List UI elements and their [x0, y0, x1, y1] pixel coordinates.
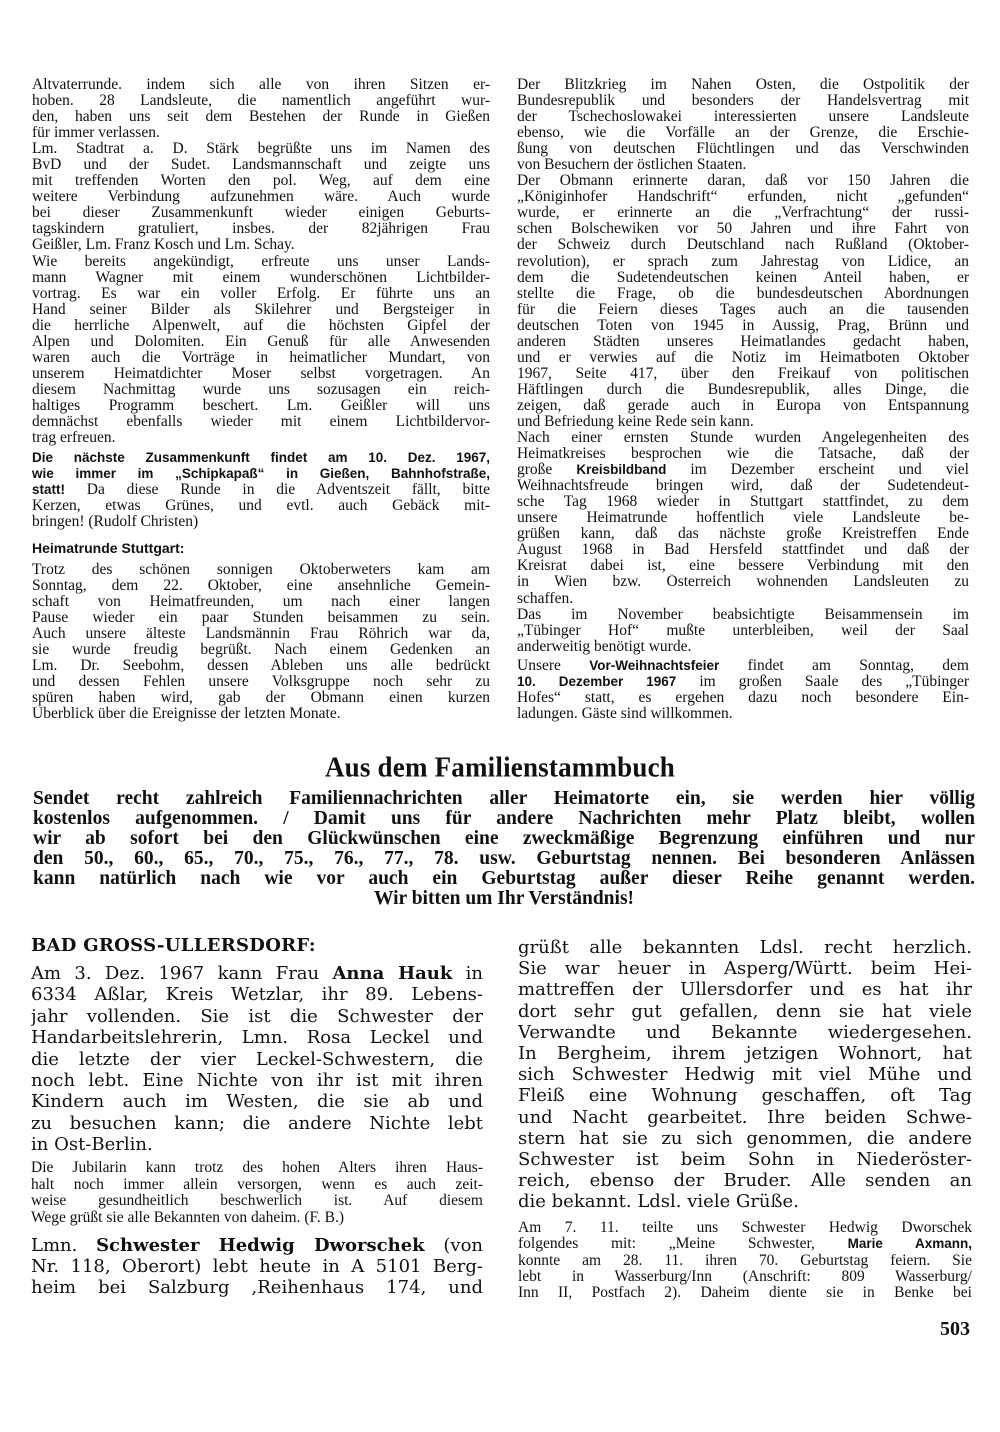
text-line: weitere Verbindung aufzunehmen wäre. Auch wurde — [32, 189, 490, 206]
text-line: jahr vollenden. Sie ist die Schwester der — [31, 1005, 483, 1027]
bold-text: Kreisbildband — [576, 462, 667, 478]
text-line: ebenso, wie die Vorfälle an der Grenze, die Erschie- — [517, 125, 969, 142]
text-line: kostenlos aufgenommen. / Damit uns für andere Nachrichten mehr Platz bleibt, wollen — [33, 809, 975, 829]
text-line: „Tübinger Hof“ mußte unterbleiben, weil der Saal — [517, 622, 969, 639]
text-line: 10. Dezember 1967 im großen Saale des „Tübinger — [517, 674, 969, 691]
text-line: anderen Städten unseres Heimatlandes gedacht haben, — [517, 333, 969, 350]
text-line: Das im November beabsichtigte Beisammensein im — [517, 606, 969, 623]
text-line: die herrliche Alpenwelt, auf die höchsten Gipfel der — [32, 317, 490, 334]
christmas-notice — [517, 658, 969, 722]
text-line: hoben. 28 Landsleute, die namentlich angeführt wur- — [32, 93, 490, 110]
text-line: in Wien bzw. Österreich wohnenden Landsleuten zu — [517, 574, 969, 591]
text-line: Kreisrat dabei ist, eine bessere Verbindung mit den — [517, 558, 969, 575]
text-line: Der Blitzkrieg im Nahen Osten, die Ostpolitik der — [517, 77, 969, 93]
text-line: zeigen, daß gerade auch in Europa von Entspannung — [517, 397, 969, 414]
text-line: Häftlingen durch die Bundesrepublik, alles Dinge, die — [517, 381, 969, 398]
text-line: mattreffen der Ullersdorfer und es hat ihr — [518, 979, 972, 1001]
text-line: trag erfreuen. — [32, 430, 116, 447]
text-line: für immer verlassen. — [32, 125, 160, 142]
text-line: sche Tag 1968 wieder in Stuttgart stattfindet, zu dem — [517, 494, 969, 511]
bold-text: Anna Hauk — [332, 963, 453, 984]
text-line: revolution), er sprach zum Jahrestag von Lidice, an — [517, 253, 969, 270]
text-line: 6334 Aßlar, Kreis Wetzlar, ihr 89. Lebens- — [31, 984, 483, 1006]
text-line: und er verwies auf die Notiz im Heimatboten Oktober — [517, 349, 969, 366]
text-line: Hofes“ statt, es ergehen dazu noch besondere Ein- — [517, 690, 969, 707]
text-line: unsere Heimatrunde hoffentlich viele Landsleute be- — [517, 510, 969, 527]
text-line: grüßen kann, daß das nächste große Kreistreffen Ende — [517, 526, 969, 543]
text-line: weise gesundheitlich beschwerlich ist. Auf diesem — [31, 1193, 483, 1210]
text-line: waren auch die Vorträge in heimatlicher Mundart, von — [32, 349, 490, 366]
text-line: die bekannt. Ldsl. viele Grüße. — [518, 1191, 799, 1213]
text-line: Hand seiner Bilder als Skilehrer und Bergsteiger in — [32, 301, 490, 318]
text-line: ßung von deutschen Flüchtlingen und das Verschwinden — [517, 141, 969, 158]
text-line: wurde, er erinnerte an die „Verfrachtung“ der russi- — [517, 205, 969, 222]
text-line: Weihnachtsfreude bringen wird, daß der Sudetendeut- — [517, 478, 969, 495]
bold-text: Schwester Hedwig Dworschek — [96, 1235, 425, 1256]
text-line: der Schweiz durch Deutschland nach Rußland (Oktober- — [517, 237, 969, 254]
text-line: Schwester ist beim Sohn in Niederöster- — [518, 1148, 972, 1170]
text-line: der Tschechoslowakei interessierten unsere Landsleute — [517, 109, 969, 126]
text-line: Überblick über die Ereignisse der letzten Monate. — [32, 706, 341, 723]
text-line: Fleiß eine Wohnung geschaffen, oft Tag — [518, 1085, 972, 1107]
text-line: Unsere Vor-Weihnachtsfeier findet am Sonntag, dem — [517, 658, 969, 674]
section-title: Aus dem Familienstammbuch — [324, 751, 675, 783]
text-line: spüren haben wird, gab der Obmann einen kurzen — [32, 690, 490, 707]
bold-text: Die nächste Zusammenkunft findet am 10. Dez. 1967, — [32, 450, 490, 465]
text-line: Am 7. 11. teilte uns Schwester Hedwig Dworschek — [518, 1220, 972, 1236]
text-line: statt! Da diese Runde in die Adventszeit fällt, bitte — [32, 482, 490, 499]
text-line: schaffen. — [517, 590, 574, 607]
text-line: Wege grüßt sie alle Bekannten von daheim. (F. B.) — [31, 1210, 345, 1227]
text-line: August 1968 in Bad Hersfeld stattfindet und daß der — [517, 542, 969, 559]
text-line: Altvaterrunde. indem sich alle von ihren Sitzen er- — [32, 77, 490, 93]
text-line: Nach einer ernsten Stunde wurden Angelegenheiten des — [517, 430, 969, 447]
text-line: den 50., 60., 65., 70., 75., 76., 77., 78. usw. Geburtstag nennen. Bei besonderen Anlässen — [33, 849, 975, 869]
text-line: Pause wieder ein paar Stunden beisammen zu sein. — [32, 610, 490, 627]
text-line: Sie war heuer in Asperg/Württ. beim Hei- — [518, 958, 972, 980]
text-line: stern hat sie zu sich genommen, die andere — [518, 1127, 972, 1149]
text-line: lebt in Wasserburg/Inn (Anschrift: 809 Wasserburg/ — [518, 1268, 972, 1285]
text-line: Der Obmann erinnerte daran, daß vor 150 Jahren die — [517, 173, 969, 190]
birthday-note — [31, 1160, 483, 1227]
family-entry — [31, 1235, 483, 1298]
text-line: sie wurde freudig begrüßt. Nach einem Gedenken an — [32, 642, 490, 659]
text-line: Auch unsere älteste Landsmännin Frau Röhrich war da, — [32, 626, 490, 643]
text-line: Bundesrepublik und besonders der Handelsvertrag mit — [517, 93, 969, 110]
bold-text: 10. Dezember 1967 — [517, 674, 677, 690]
text-line: die letzte der vier Leckel-Schwestern, die — [31, 1048, 483, 1070]
text-line: noch lebt. Eine Nichte von ihr ist mit ihren — [31, 1069, 483, 1091]
text-line: demnächst ebenfalls wieder mit einem Lichtbildervor- — [32, 413, 490, 430]
text-line: Wie bereits angekündigt, erfreute uns unser Lands- — [32, 253, 490, 270]
text-line: in Ost-Berlin. — [31, 1134, 153, 1156]
bold-text: wie immer im „Schipkapaß“ in Gießen, Bahnhofstraße, — [32, 466, 490, 482]
text-line: haltiges Programm beschert. Lm. Geißler will uns — [32, 397, 490, 414]
text-line: stellte die Frage, ob die bundesdeutschen Abordnungen — [517, 285, 969, 302]
place-heading: BAD GROSS-ULLERSDORF: — [31, 935, 316, 956]
text-line: für die Feiern dieses Tages auch an die tausenden — [517, 301, 969, 318]
section-heading-stuttgart: Heimatrunde Stuttgart: — [32, 540, 185, 556]
text-line — [32, 450, 490, 466]
text-line: und Nacht gearbeitet. Ihre beiden Schwe- — [518, 1106, 972, 1128]
text-line: Wir bitten um Ihr Verständnis! — [373, 889, 635, 909]
article-text — [517, 77, 969, 655]
text-line: wir ab sofort bei den Glückwünschen eine zweckmäßige Begrenzung einführen und nur — [33, 829, 975, 849]
text-line: Sonntag, dem 22. Oktober, eine ansehnliche Gemein- — [32, 578, 490, 595]
text-line: Lmn. Schwester Hedwig Dworschek (von — [31, 1235, 483, 1256]
text-line: Lm. Stadtrat a. D. Stärk begrüßte uns im Namen des — [32, 141, 490, 158]
text-line: mann Wagner mit einem wunderschönen Lichtbilder- — [32, 269, 490, 286]
text-line: halt noch immer allein versorgen, wenn es auch zeit- — [31, 1176, 483, 1193]
text-line: schaft von Heimatfreunden, um nach einer langen — [32, 594, 490, 611]
text-line: dem die Sudetendeutschen keinen Anteil haben, er — [517, 269, 969, 286]
text-line: Lm. Dr. Seebohm, dessen Ableben uns alle bedrückt — [32, 658, 490, 675]
family-entry-continued — [518, 937, 972, 1212]
text-line: konnte am 28. 11. ihren 70. Geburtstag feiern. Sie — [518, 1252, 972, 1269]
text-line: den, haben uns seit dem Bestehen der Runde in Gießen — [32, 109, 490, 126]
text-line: Trotz des schönen sonnigen Oktoberweters kam am — [32, 562, 490, 578]
text-line: und Befriedung keine Rede sein kann. — [517, 413, 754, 430]
text-line: Kerzen, etwas Grünes, und evtl. auch Gebäck mit- — [32, 498, 490, 515]
bold-text: Marie Axmann, — [847, 1236, 972, 1252]
page-number: 503 — [940, 1318, 970, 1340]
text-line: BvD und der Sudet. Landsmannschaft und zeigte uns — [32, 157, 490, 174]
text-line: zu besuchen kann; die andere Nichte lebt — [31, 1112, 483, 1134]
bold-text: statt! — [32, 482, 65, 498]
text-line: Sendet recht zahlreich Familiennachrichten aller Heimatorte ein, sie werden hier völlig — [33, 789, 975, 809]
text-line: diesem Nachmittag wurde uns sozusagen ein reich- — [32, 381, 490, 398]
birthday-note — [518, 1220, 972, 1301]
text-line: Geißler, Lm. Franz Kosch und Lm. Schay. — [32, 237, 295, 254]
text-line: tagskindern gratuliert, insbes. der 82jährigen Frau — [32, 221, 490, 238]
text-line: anderweitig benötigt wurde. — [517, 638, 692, 655]
text-line: Verwandte und Bekannte wiedergesehen. — [518, 1021, 972, 1043]
text-line: deutschen Toten von 1945 in Aussig, Prag, Brünn und — [517, 317, 969, 334]
text-line: Am 3. Dez. 1967 kann Frau Anna Hauk in — [31, 963, 483, 984]
text-line: schen Bolschewiken vor 50 Jahren und ihre Fahrt von — [517, 221, 969, 238]
text-line: dort sehr gut gefallen, denn sie hat viele — [518, 1000, 972, 1022]
text-line: Inn II, Postfach 2). Daheim diente sie in Benke bei — [518, 1285, 972, 1302]
text-line: folgendes mit: „Meine Schwester, Marie Axmann, — [518, 1236, 972, 1253]
text-line: bringen! (Rudolf Christen) — [32, 514, 199, 531]
text-line — [32, 466, 490, 482]
section-intro — [33, 789, 975, 909]
text-line: von Besuchern der östlichen Staaten. — [517, 157, 747, 174]
bold-text: Vor-Weihnachtsfeier — [589, 658, 720, 673]
text-line: reich, ebenso der Bruder. Alle senden an — [518, 1170, 972, 1192]
text-line: heim bei Salzburg ,Reihenhaus 174, und — [31, 1277, 483, 1298]
meeting-notice — [32, 450, 490, 530]
text-line: Kindern auch im Westen, die sie ab und — [31, 1091, 483, 1113]
text-line: mit treffenden Worten den pol. Weg, auf dem eine — [32, 173, 490, 190]
text-line: Nr. 118, Oberort) lebt heute in A 5101 Berg- — [31, 1256, 483, 1277]
text-line: kann natürlich nach wie vor auch ein Geburtstag außer dieser Reihe genannt werden. — [33, 869, 975, 889]
text-line: In Bergheim, ihrem jetzigen Wohnort, hat — [518, 1042, 972, 1064]
article-text — [32, 562, 490, 722]
text-line: Heimatkreises besprochen wie die Tatsache, daß der — [517, 446, 969, 463]
text-line: Alpen und Dolomiten. Ein Genuß für alle Anwesenden — [32, 333, 490, 350]
birthday-entry — [31, 963, 483, 1156]
text-line: grüßt alle bekannten Ldsl. recht herzlich. — [518, 937, 972, 958]
text-line: sich Schwester Hedwig mit viel Mühe und — [518, 1064, 972, 1086]
text-line: große Kreisbildband im Dezember erscheint und viel — [517, 462, 969, 479]
text-line: vortrag. Es war ein voller Erfolg. Er führte uns an — [32, 285, 490, 302]
text-line: und dessen Fehlen unsere Volksgruppe noch sehr zu — [32, 674, 490, 691]
article-text — [32, 77, 490, 446]
text-line: 1967, Seite 417, über den Freikauf von politischen — [517, 365, 969, 382]
text-line: unserem Heimatdichter Moser selbst vorgetragen. An — [32, 365, 490, 382]
text-line: Handarbeitslehrerin, Lmn. Rosa Leckel und — [31, 1027, 483, 1049]
text-line: ladungen. Gäste sind willkommen. — [517, 706, 733, 723]
text-line: bei dieser Zusammenkunft wieder einigen Geburts- — [32, 205, 490, 222]
text-line: Die Jubilarin kann trotz des hohen Alters ihren Haus- — [31, 1160, 483, 1176]
text-line: „Königinhofer Handschrift“ erfunden, nicht „gefunden“ — [517, 189, 969, 206]
